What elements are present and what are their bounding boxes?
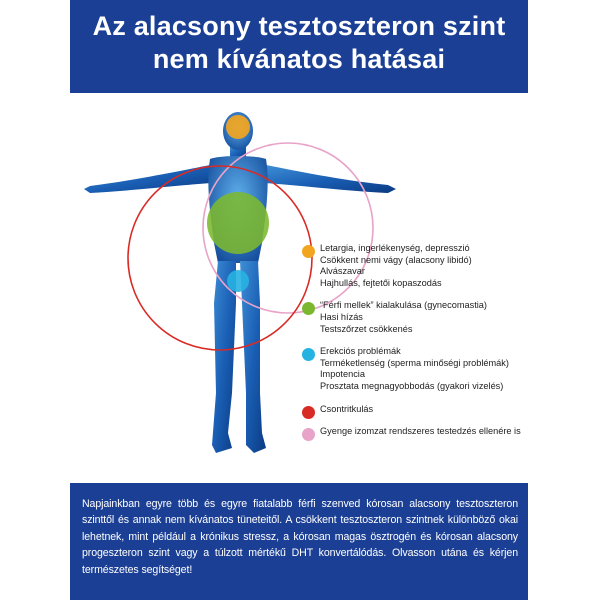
legend-line: Terméketlenség (sperma minőségi problémák) bbox=[320, 357, 509, 368]
legend-line: Testszőrzet csökkenés bbox=[320, 323, 413, 334]
legend-line: Hasi hízás bbox=[320, 311, 363, 322]
legend-group-orange bbox=[302, 243, 526, 289]
title-line-1: Az alacsony tesztoszteron szint bbox=[92, 11, 506, 41]
legend-line: Gyenge izomzat rendszeres testedzés ellenére is bbox=[320, 426, 521, 437]
orange-zone-dot bbox=[226, 115, 250, 139]
legend-line: Hajhullás, fejtetői kopaszodás bbox=[320, 277, 442, 288]
legend-line: “Férfi mellek” kialakulása (gynecomastia) bbox=[320, 300, 487, 311]
green-dot-icon bbox=[302, 302, 315, 315]
symptom-legend bbox=[302, 243, 526, 438]
cyan-zone-dot bbox=[227, 270, 249, 292]
footer-banner bbox=[70, 483, 528, 600]
title-line-2: nem kívánatos hatásai bbox=[152, 44, 446, 74]
legend-line: Csontritkulás bbox=[320, 403, 374, 414]
legend-line: Impotencia bbox=[320, 369, 365, 380]
illustration-area bbox=[70, 93, 528, 483]
legend-group-green bbox=[302, 300, 526, 335]
green-zone-dot bbox=[207, 192, 269, 254]
legend-group-cyan bbox=[302, 346, 526, 392]
legend-line: Erekciós problémák bbox=[320, 346, 401, 357]
footer-paragraph: Napjainkban egyre több és egyre fiatalabb férfi szenved kórosan alacsony tesztoszteron szinttől és annak nem kívánatos tüneteitől. A csökkent tesztoszteron szintnek különböző okai lehetnek, mint például a krónikus stressz, a kórosan magas ösztrogén és kórosan alacsony progeszteron szint vagy a túlzott mértékű DHT konvertálódás. Olvasson utána és kérjen természetes segítséget! bbox=[82, 498, 518, 576]
orange-dot-icon bbox=[302, 245, 315, 258]
legend-line: Letargia, ingerlékenység, depresszió bbox=[320, 243, 470, 253]
legend-line: Prosztata megnagyobbodás (gyakori vizelés) bbox=[320, 380, 504, 391]
legend-line: Csökkent nemi vágy (alacsony libidó) bbox=[320, 254, 472, 265]
legend-line: Alvászavar bbox=[320, 266, 365, 277]
cyan-dot-icon bbox=[302, 348, 315, 361]
red-dot-icon bbox=[302, 406, 315, 419]
poster bbox=[70, 0, 528, 600]
header-banner bbox=[70, 0, 528, 93]
legend-group-red bbox=[302, 404, 526, 416]
legend-group-pink bbox=[302, 426, 526, 438]
